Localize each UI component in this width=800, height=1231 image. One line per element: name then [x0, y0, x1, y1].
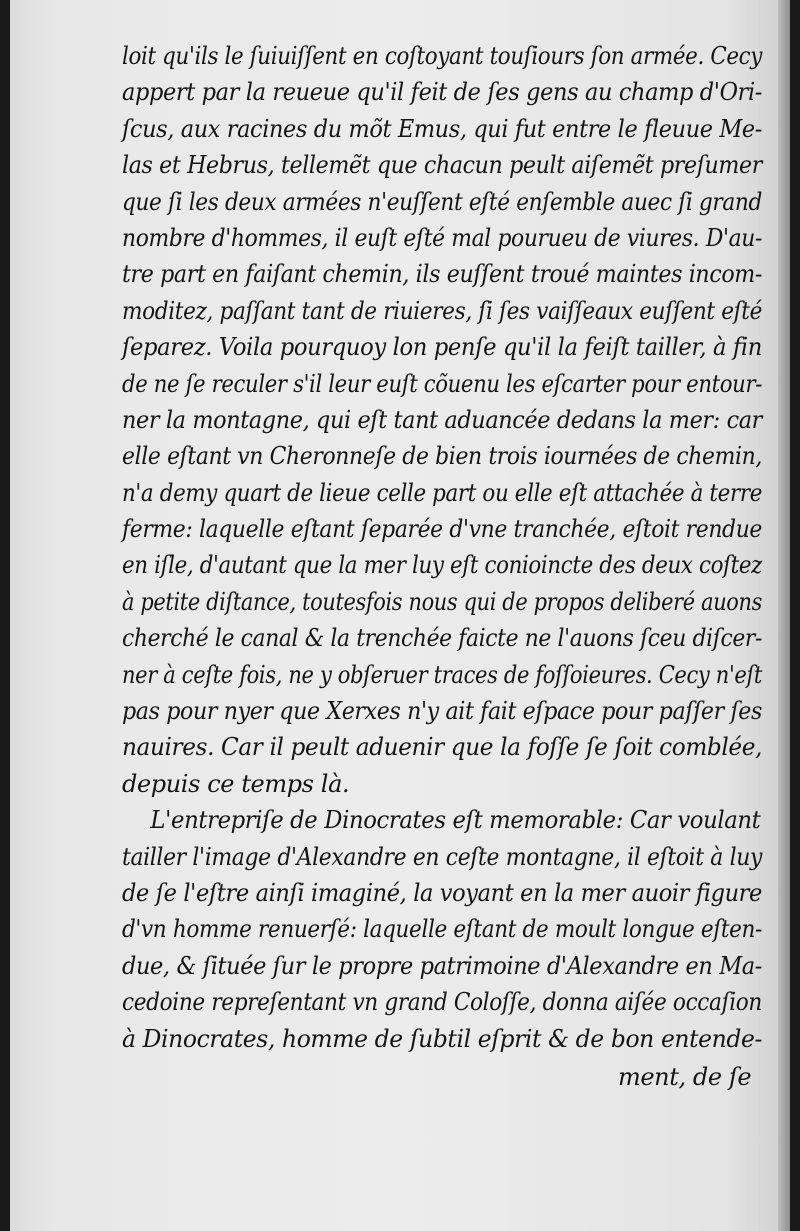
text-line: d'vn homme renuerſé: laquelle eſtant de moult longue eſten-	[122, 915, 762, 944]
text-line: à Dinocrates, homme de ſubtil eſprit & de bon entende-	[122, 1024, 762, 1053]
page-edge	[778, 0, 790, 1231]
text-line: nombre d'hommes, il euſt eſté mal pourueu de viures. D'au-	[122, 223, 763, 252]
text-line: tailler l'image d'Alexandre en ceſte montagne, il eſtoit à luy	[122, 842, 763, 871]
paragraph	[122, 802, 762, 1057]
text-line: ner à ceſte fois, ne y obſeruer traces de foſſoieures. Cecy n'eſt	[122, 660, 762, 689]
text-line: à petite diſtance, toutesfois nous qui de propos deliberé auons	[122, 587, 762, 616]
text-line: elle eſtant vn Cheronneſe de bien trois iournées de chemin,	[122, 442, 763, 471]
text-line: cherché le canal & la trenchée faicte ne l'auons ſceu diſcer-	[122, 624, 762, 653]
text-line: ſeparez. Voila pourquoy lon penſe qu'il la feiſt tailler, à fin	[122, 333, 762, 362]
text-line: ner la montagne, qui eſt tant aduancée dedans la mer: car	[122, 405, 762, 434]
text-line: cedoine repreſentant vn grand Coloſſe, donna aiſée occaſion	[122, 988, 762, 1017]
text-line: L'entrepriſe de Dinocrates eſt memorable: Car voulant	[150, 806, 761, 835]
catchword: ment, de ſe	[618, 1063, 752, 1091]
paragraph	[122, 38, 762, 802]
page-text	[122, 38, 762, 1057]
text-line: las et Hebrus, tellemẽt que chacun peult aiſemẽt preſumer	[122, 151, 762, 180]
text-line: appert par la reueue qu'il feit de ſes gens au champ d'Ori-	[122, 78, 763, 107]
text-line: n'a demy quart de lieue celle part ou elle eſt attachée à terre	[122, 478, 762, 507]
text-line: nauires. Car il peult aduenir que la foſſe ſe ſoit comblée,	[122, 733, 763, 762]
text-line: que ſi les deux armées n'euſſent eſté enſemble auec ſi grand	[122, 187, 762, 216]
text-line: pas pour nyer que Xerxes n'y ait fait eſpace pour paſſer ſes	[122, 697, 763, 726]
text-line: de ne ſe reculer s'il leur euſt cõuenu les eſcarter pour entour-	[122, 369, 763, 398]
text-line: en iſle, d'autant que la mer luy eſt conioincte des deux coſtez	[122, 551, 763, 580]
text-line: de ſe l'eſtre ainſi imaginé, la voyant en la mer auoir figure	[122, 878, 762, 907]
text-line: ferme: laquelle eſtant ſeparée d'vne tranchée, eſtoit rendue	[122, 515, 763, 544]
text-line: due, & ſituée ſur le propre patrimoine d'Alexandre en Ma-	[122, 951, 762, 980]
text-line: moditez, paſſant tant de riuieres, ſi ſes vaiſſeaux euſſent eſté	[122, 296, 763, 325]
text-line: loit qu'ils le ſuiuiſſent en coſtoyant touſiours ſon armée. Cecy	[122, 42, 763, 70]
text-line: depuis ce temps là.	[122, 769, 350, 798]
text-line: ſcus, aux racines du mõt Emus, qui fut entre le fleuue Me-	[122, 114, 762, 143]
text-line: tre part en faiſant chemin, ils euſſent troué maintes incom-	[122, 260, 763, 289]
